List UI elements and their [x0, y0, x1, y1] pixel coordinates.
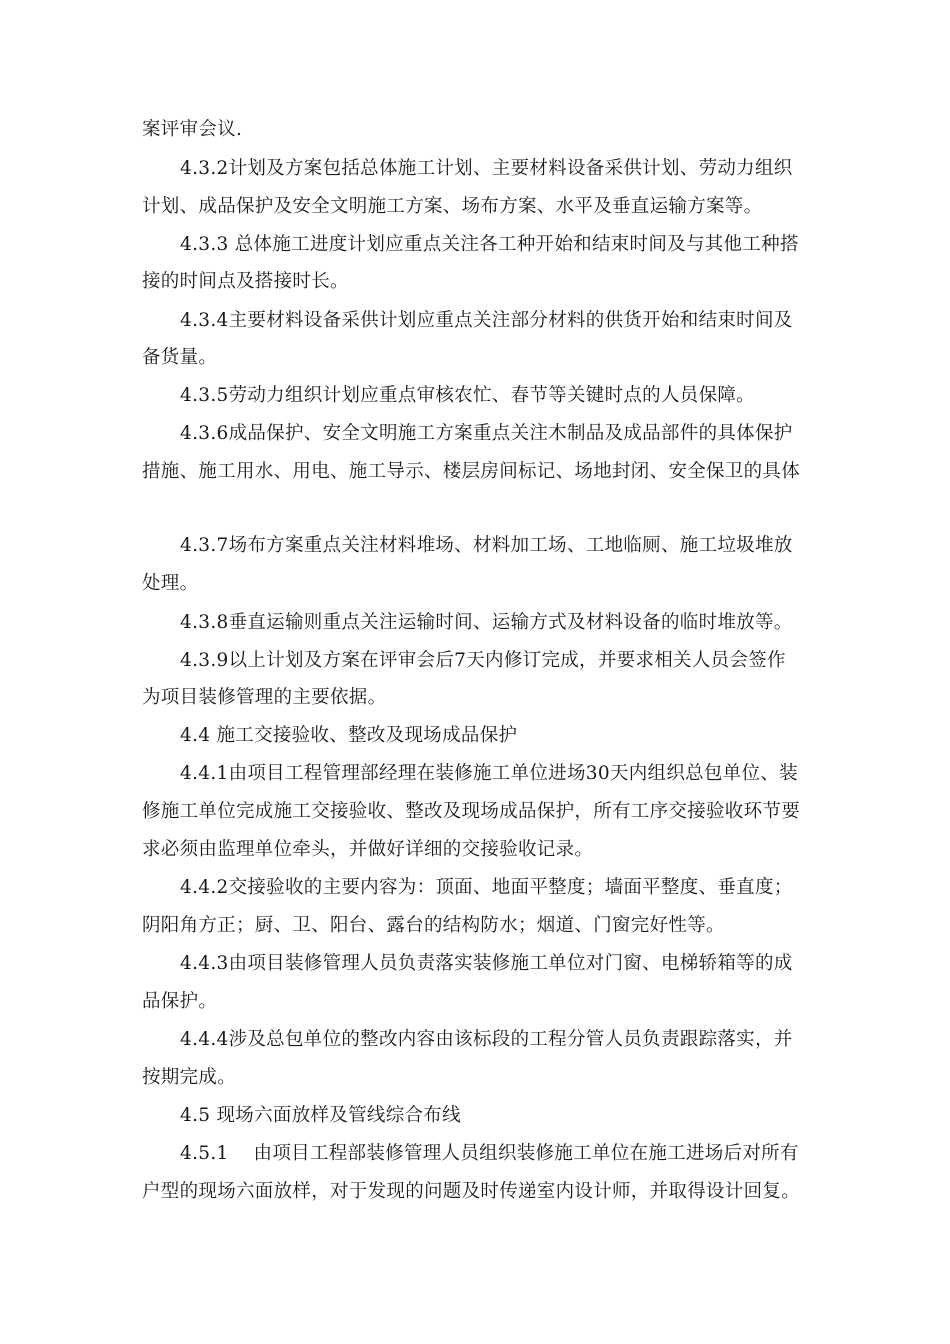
- paragraph-line: 备货量。: [142, 347, 218, 368]
- paragraph-line: 措施、施工用水、用电、施工导示、楼层房间标记、场地封闭、安全保卫的具体: [142, 461, 801, 482]
- paragraph-line: 4.4.1由项目工程管理部经理在装修施工单位进场30天内组织总包单位、装: [180, 763, 798, 784]
- section-heading: 4.4 施工交接验收、整改及现场成品保护: [180, 725, 518, 746]
- paragraph-line: 计划、成品保护及安全文明施工方案、场布方案、水平及垂直运输方案等。: [142, 196, 763, 217]
- paragraph-line: 4.3.6成品保护、安全文明施工方案重点关注木制品及成品部件的具体保护: [180, 423, 793, 444]
- paragraph-line: 4.5.1 由项目工程部装修管理人员组织装修施工单位在施工进场后对所有: [180, 1143, 799, 1164]
- paragraph-line: 4.3.5劳动力组织计划应重点审核农忙、春节等关键时点的人员保障。: [180, 385, 755, 406]
- paragraph-line: 4.3.4主要材料设备采供计划应重点关注部分材料的供货开始和结束时间及: [180, 310, 793, 331]
- paragraph-line: 4.4.2交接验收的主要内容为：顶面、地面平整度；墙面平整度、垂直度；: [180, 877, 793, 898]
- paragraph-line: 处理。: [142, 573, 199, 594]
- paragraph-line: 4.3.8垂直运输则重点关注运输时间、运输方式及材料设备的临时堆放等。: [180, 612, 793, 633]
- paragraph-line: 4.3.7场布方案重点关注材料堆场、材料加工场、工地临厕、施工垃圾堆放: [180, 535, 793, 556]
- paragraph-line: 修施工单位完成施工交接验收、整改及现场成品保护，所有工序交接验收环节要: [142, 801, 801, 822]
- paragraph-line: 4.3.3 总体施工进度计划应重点关注各工种开始和结束时间及与其他工种搭: [180, 234, 799, 255]
- paragraph-line: 按期完成。: [142, 1067, 237, 1088]
- paragraph-line: 户型的现场六面放样，对于发现的问题及时传递室内设计师，并取得设计回复。: [142, 1181, 801, 1202]
- paragraph-line: 4.4.4涉及总包单位的整改内容由该标段的工程分管人员负责跟踪落实，并: [180, 1029, 793, 1050]
- paragraph-line: 4.4.3由项目装修管理人员负责落实装修施工单位对门窗、电梯轿箱等的成: [180, 953, 793, 974]
- paragraph-line: 阴阳角方正；厨、卫、阳台、露台的结构防水；烟道、门窗完好性等。: [142, 915, 725, 936]
- paragraph-line: 品保护。: [142, 991, 218, 1012]
- section-heading: 4.5 现场六面放样及管线综合布线: [180, 1105, 461, 1126]
- paragraph-line: 求必须由监理单位牵头，并做好详细的交接验收记录。: [142, 839, 594, 860]
- paragraph-line: 接的时间点及搭接时长。: [142, 271, 349, 292]
- paragraph-line: 为项目装修管理的主要依据。: [142, 687, 387, 708]
- paragraph-line: 案评审会议.: [142, 119, 243, 140]
- paragraph-line: 4.3.2计划及方案包括总体施工计划、主要材料设备采供计划、劳动力组织: [180, 158, 793, 179]
- paragraph-line: 4.3.9以上计划及方案在评审会后7天内修订完成，并要求相关人员会签作: [180, 650, 786, 671]
